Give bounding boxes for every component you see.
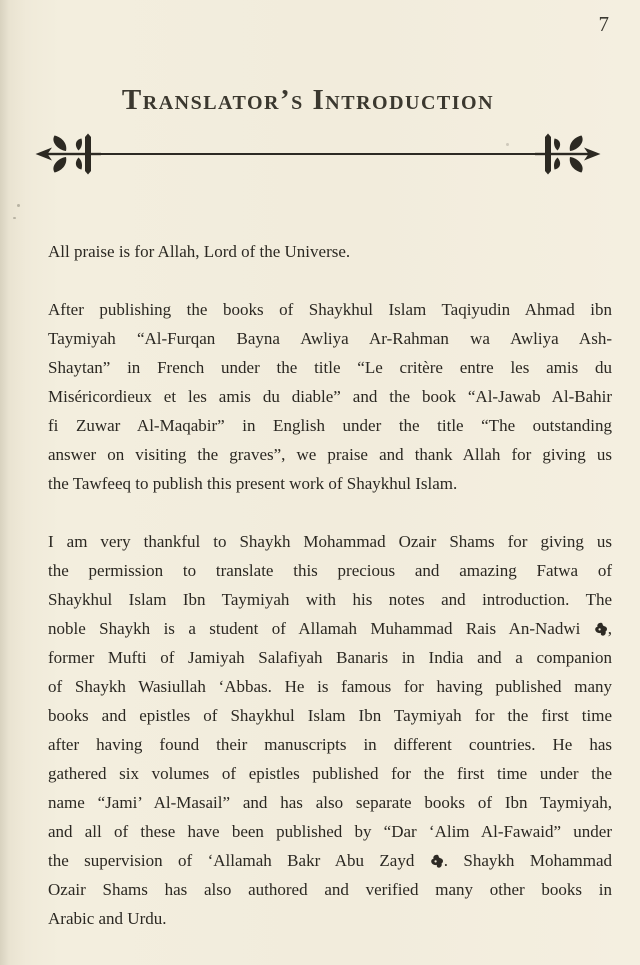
- page-body: [0, 237, 640, 933]
- text-line: Ozair Shams has also authored and verified many other books in: [48, 880, 612, 899]
- text-line: gathered six volumes of epistles published for the first time under the: [48, 764, 612, 783]
- text-line: the permission to translate this precious and amazing Fatwa of: [48, 561, 612, 580]
- text-line: former Mufti of Jamiyah Salafiyah Banaris in India and a companion: [48, 648, 612, 667]
- text-line: fi Zuwar Al-Maqabir” in English under the title “The outstanding: [48, 416, 612, 435]
- page-title: Translator’s Introduction: [121, 84, 495, 116]
- text-segment: ,: [607, 619, 612, 638]
- text-line: Arabic and Urdu.: [48, 909, 167, 928]
- text-segment: . Shaykh Mohammad: [443, 851, 613, 870]
- page-number: 7: [598, 12, 609, 36]
- ornamental-divider: [35, 131, 601, 177]
- text-line: Shaytan” in French under the title “Le critère entre les amis du: [48, 358, 612, 377]
- honorific-rahimahullah-icon: [594, 621, 608, 637]
- text-line: of Shaykh Wasiullah ‘Abbas. He is famous for having published many: [48, 677, 612, 696]
- divider-rule: [93, 153, 543, 155]
- text-line: I am very thankful to Shaykh Mohammad Ozair Shams for giving us: [48, 532, 612, 551]
- paragraph: [48, 527, 612, 933]
- fleuron-left-icon: [35, 131, 101, 177]
- text-segment: the supervision of ‘Allamah Bakr Abu Zayd: [48, 851, 430, 870]
- text-line: Miséricordieux et les amis du diable” and the book “Al-Jawab Al-Bahir: [48, 387, 612, 406]
- text-line: [48, 614, 612, 643]
- fleuron-right-icon: [535, 131, 601, 177]
- text-line: After publishing the books of Shaykhul Islam Taqiyudin Ahmad ibn: [48, 300, 612, 319]
- paragraph: [48, 237, 612, 266]
- paragraph: [48, 295, 612, 498]
- text-line: answer on visiting the graves”, we praise and thank Allah for giving us: [48, 445, 612, 464]
- text-line: name “Jami’ Al-Masail” and has also separate books of Ibn Taymiyah,: [48, 793, 612, 812]
- text-segment: noble Shaykh is a student of Allamah Muhammad Rais An-Nadwi: [48, 619, 594, 638]
- text-line: books and epistles of Shaykhul Islam Ibn Taymiyah for the first time: [48, 706, 612, 725]
- text-line: the Tawfeeq to publish this present work of Shaykhul Islam.: [48, 474, 458, 493]
- text-line: and all of these have been published by “Dar ‘Alim Al-Fawaid” under: [48, 822, 612, 841]
- text-line: [48, 846, 612, 875]
- text-line: after having found their manuscripts in different countries. He has: [48, 735, 612, 754]
- scan-speck: [17, 204, 20, 207]
- honorific-rahimahullah-icon: [430, 853, 444, 869]
- text-line: Shaykhul Islam Ibn Taymiyah with his notes and introduction. The: [48, 590, 612, 609]
- text-line: All praise is for Allah, Lord of the Universe.: [48, 242, 351, 261]
- scan-speck: [13, 217, 16, 219]
- text-line: Taymiyah “Al-Furqan Bayna Awliya Ar-Rahman wa Awliya Ash-: [48, 329, 612, 348]
